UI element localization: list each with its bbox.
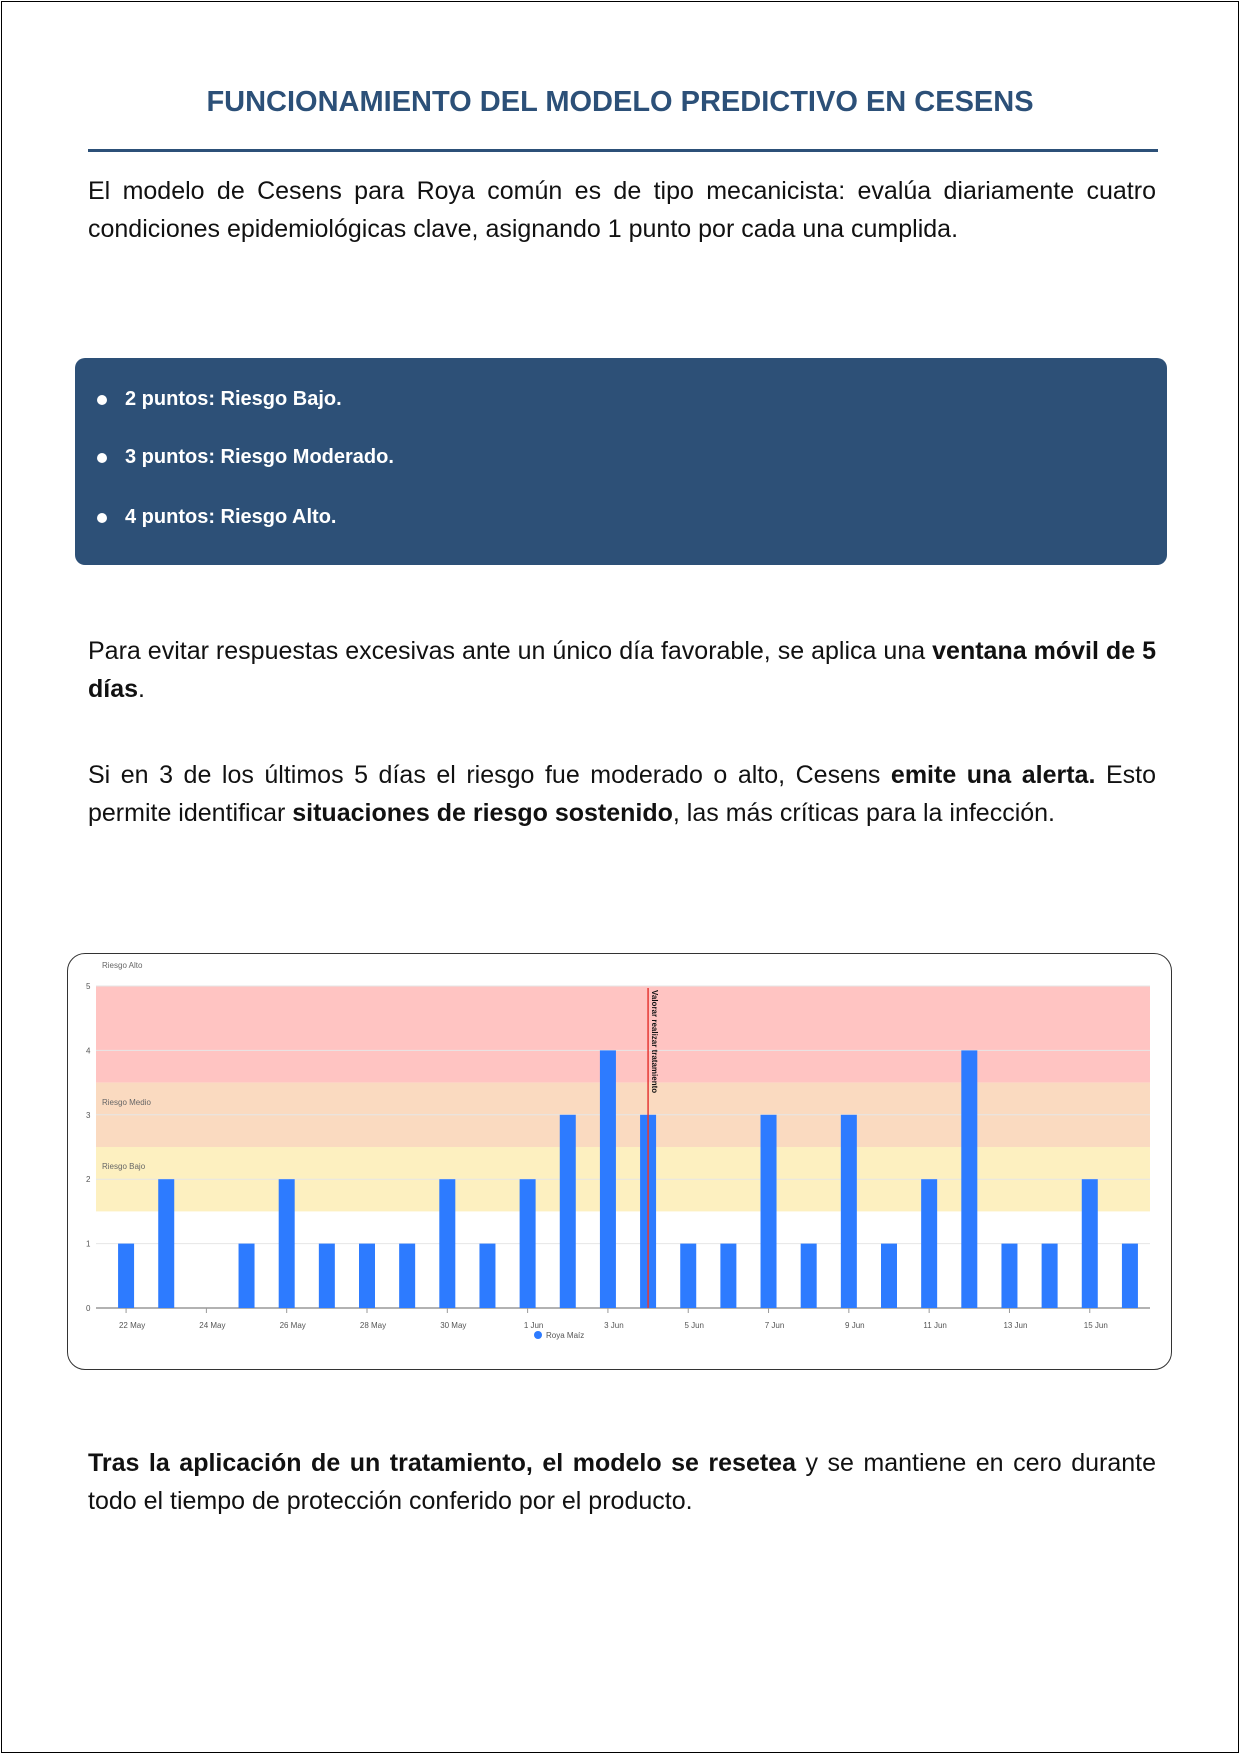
x-tick-label: 1 Jun [523, 1321, 544, 1330]
bar [239, 1244, 255, 1308]
bar [319, 1244, 335, 1308]
level-text: 2 puntos: Riesgo Bajo. [125, 388, 342, 410]
bold-text: emite una alerta. [890, 761, 1096, 789]
reset-paragraph [88, 1444, 1156, 1520]
risk-levels-box [75, 358, 1167, 565]
risk-bar-chart [68, 954, 1171, 1369]
bar [118, 1244, 134, 1308]
text: Esto permite identificar [88, 761, 1156, 827]
bar [1042, 1244, 1058, 1308]
level-item [97, 388, 342, 411]
bar [841, 1115, 857, 1308]
x-tick-label: 26 May [279, 1321, 306, 1330]
y-tick-label: 5 [86, 982, 91, 991]
bar [560, 1115, 576, 1308]
bar [921, 1179, 937, 1308]
intro-paragraph: El modelo de Cesens para Roya común es de tipo mecanicista: evalúa diariamente cuatro condiciones epidemiológicas clave, asignando 1 punto por cada una cumplida. [88, 177, 1156, 243]
x-tick-label: 28 May [359, 1321, 387, 1330]
text: Si en 3 de los últimos 5 días el riesgo fue moderado o alto, Cesens [88, 761, 891, 789]
y-tick-label: 0 [86, 1304, 91, 1313]
legend-label: Roya Maíz [546, 1331, 585, 1340]
text: y se mantiene en cero durante todo el tiempo de protección conferido por el producto. [88, 1449, 1156, 1515]
bold-text: Tras la aplicación de un tratamiento, el modelo se resetea [88, 1449, 796, 1477]
bar [279, 1179, 295, 1308]
text: . [138, 675, 145, 703]
level-text: 4 puntos: Riesgo Alto. [125, 506, 337, 528]
bar [881, 1244, 897, 1308]
x-tick-label: 15 Jun [1083, 1321, 1108, 1330]
bar [359, 1244, 375, 1308]
x-tick-label: 3 Jun [604, 1321, 624, 1330]
band-label: Riesgo Alto [102, 961, 143, 970]
level-item [97, 446, 394, 469]
x-tick-label: 5 Jun [684, 1321, 705, 1330]
x-tick-label: 13 Jun [1003, 1321, 1028, 1330]
x-tick-label: 30 May [440, 1321, 467, 1330]
x-tick-label: 22 May [118, 1321, 146, 1330]
bar [600, 1050, 616, 1308]
bar [399, 1244, 415, 1308]
x-tick-label: 11 Jun [923, 1321, 947, 1330]
bold-text: ventana móvil de 5 días [88, 637, 1156, 703]
bar [1122, 1244, 1138, 1308]
alert-paragraph [88, 756, 1156, 832]
bar [158, 1179, 174, 1308]
bar [439, 1179, 455, 1308]
bar [801, 1244, 817, 1308]
bar [680, 1244, 696, 1308]
band-label: Riesgo Bajo [102, 1162, 146, 1172]
title-divider [88, 149, 1158, 152]
bullet-icon [97, 395, 107, 405]
chart-card [67, 953, 1172, 1370]
bar [961, 1050, 977, 1308]
y-tick-label: 3 [86, 1110, 91, 1120]
bar [1001, 1244, 1017, 1308]
text: Para evitar respuestas excesivas ante un único día favorable, se aplica una [88, 637, 933, 665]
bullet-icon [97, 513, 107, 523]
page-title: FUNCIONAMIENTO DEL MODELO PREDICTIVO EN CESENS [206, 86, 1034, 118]
treatment-marker-label: Valorar realizar tratamiento [650, 990, 660, 1094]
x-tick-label: 24 May [199, 1321, 226, 1330]
level-text: 3 puntos: Riesgo Moderado. [125, 446, 394, 468]
text: , las más críticas para la infección. [672, 799, 1055, 827]
risk-band [96, 986, 1150, 1083]
window-paragraph [88, 632, 1156, 708]
x-tick-label: 7 Jun [764, 1321, 785, 1330]
bar [520, 1179, 536, 1308]
bar [479, 1244, 495, 1308]
bar [720, 1244, 736, 1308]
legend-dot-icon [534, 1331, 542, 1339]
x-tick-label: 9 Jun [845, 1321, 865, 1330]
y-tick-label: 2 [86, 1175, 91, 1185]
band-label: Riesgo Medio [102, 1097, 151, 1107]
y-tick-label: 4 [86, 1046, 91, 1056]
level-item [97, 506, 336, 529]
bold-text: situaciones de riesgo sostenido [292, 799, 673, 827]
bullet-icon [97, 453, 107, 463]
y-tick-label: 1 [86, 1239, 91, 1249]
bar [1082, 1179, 1098, 1308]
bar [761, 1115, 777, 1308]
